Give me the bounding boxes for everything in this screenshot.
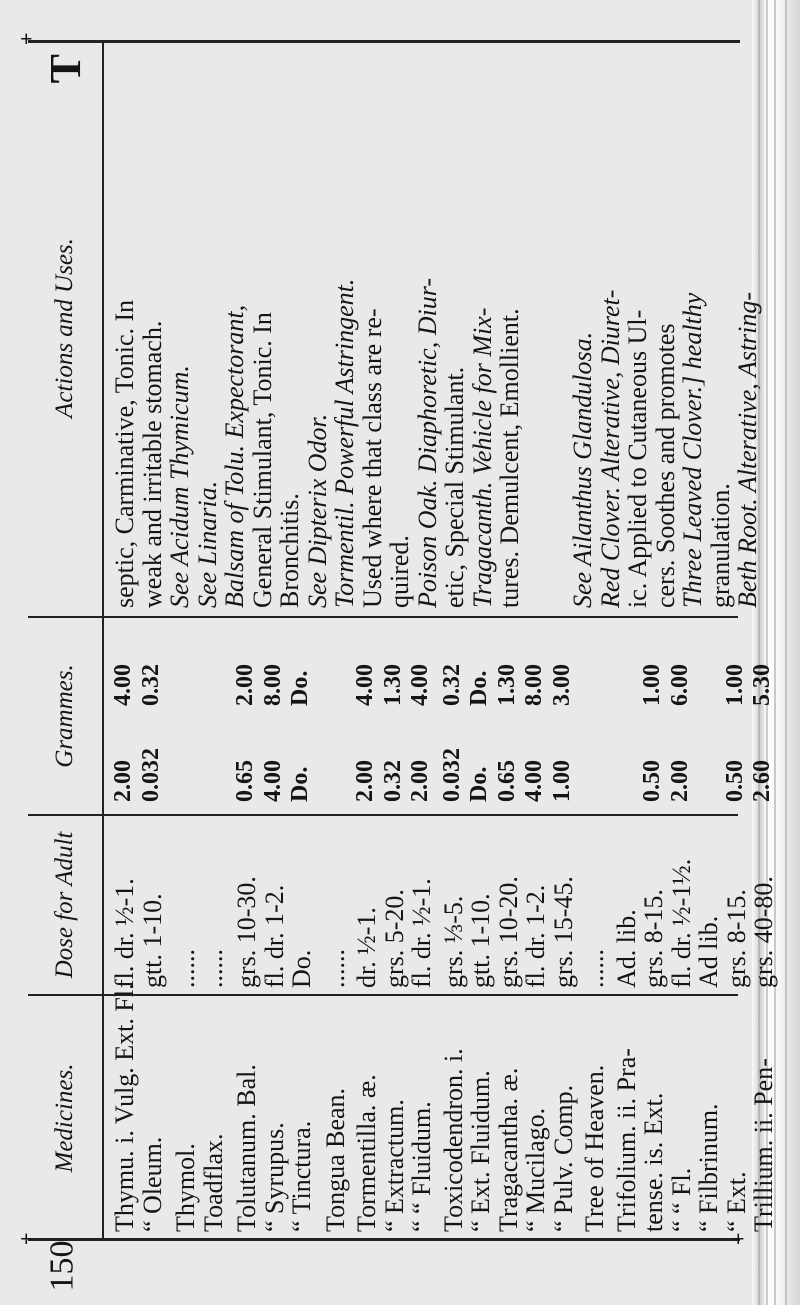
- dose-value: ......: [320, 949, 350, 988]
- action-line: septic, Carminative, Tonic. In: [110, 299, 139, 608]
- grammes-max: 1.30: [493, 664, 520, 706]
- action-line: Tormentil. Powerful Astringent.: [330, 278, 359, 608]
- grammes-max: 0.32: [137, 664, 164, 706]
- action-line: Used where that class are re-: [357, 308, 387, 608]
- grammes-max: 0.32: [438, 664, 465, 706]
- grammes-min: 0.65: [232, 760, 258, 802]
- grammes-min: 0.32: [379, 760, 406, 802]
- grammes-max: Do.: [466, 670, 492, 706]
- grammes-max: 1.00: [721, 664, 748, 706]
- action-line: weak and irritable stomach.: [137, 320, 167, 608]
- grammes-min: 2.00: [407, 760, 433, 802]
- dose-value: Do.: [287, 949, 316, 988]
- medicine-name: Trillium. ii. Pen-: [749, 1058, 778, 1232]
- medicine-name: “ Oleum.: [137, 1136, 167, 1232]
- action-line: quired.: [385, 535, 414, 608]
- dose-value: grs. 10-20.: [493, 876, 523, 988]
- medicine-name: tense. is. Ext.: [639, 1092, 668, 1232]
- dose-value: fl. dr. ½-1.: [407, 878, 436, 988]
- grammes-min: Do.: [287, 766, 313, 802]
- dose-value: grs. 10-30.: [232, 876, 261, 988]
- medicine-name: Tolutanum. Bal.: [232, 1064, 261, 1232]
- dose-value: grs. 40-80.: [749, 876, 778, 988]
- action-line: General Stimulant, Tonic. In: [247, 312, 277, 608]
- grammes-column: [104, 620, 775, 810]
- action-line: Tragacanth. Vehicle for Mix-: [467, 307, 497, 608]
- action-line: See Ailanthus Glandulosa.: [568, 331, 597, 608]
- grammes-max: 4.00: [110, 664, 136, 706]
- medicine-name: Trifolium. ii. Pra-: [611, 1048, 641, 1232]
- action-line: See Dipterix Odor.: [302, 413, 332, 608]
- grammes-min: 0.50: [639, 760, 665, 802]
- header-medicines: Medicines.: [28, 996, 104, 1240]
- header-grammes: Grammes.: [28, 618, 104, 814]
- page-number: 150: [43, 1240, 80, 1292]
- medicine-name: “ Ext. Fluidum.: [466, 1070, 495, 1232]
- dose-value: Ad. lib.: [611, 909, 641, 988]
- header-actions: Actions and Uses. T: [28, 40, 104, 616]
- action-line: Beth Root. Alterative, Astring-: [733, 291, 762, 608]
- dose-column: [104, 818, 778, 988]
- dose-value: ......: [171, 949, 200, 988]
- grammes-max: 1.00: [639, 664, 665, 706]
- medicine-name: Tongua Bean.: [320, 1087, 350, 1232]
- grammes-min: 2.00: [666, 760, 693, 802]
- medicine-name: “ Syrupus.: [259, 1122, 289, 1232]
- dose-value: grs. 8-15.: [639, 889, 668, 988]
- corner-letter: T: [40, 54, 90, 84]
- medicine-name: Thymol.: [171, 1143, 200, 1232]
- dose-value: ......: [198, 949, 228, 988]
- crop-mark-bottom-right: +: [732, 1226, 745, 1251]
- grammes-max: 2.00: [232, 664, 258, 706]
- medicine-name: “ “ Fl.: [666, 1167, 696, 1232]
- medicine-name: Thymu. i. Vulg. Ext. Fl.: [110, 983, 139, 1232]
- action-line: Three Leaved Clover.] healthy: [678, 292, 707, 608]
- action-line: tures. Demulcent, Emollient.: [495, 308, 524, 608]
- header-dose: Dose for Adult: [28, 816, 104, 994]
- medicine-name: “ Extractum.: [379, 1099, 409, 1232]
- grammes-min: Do.: [466, 766, 492, 802]
- action-line: Poison Oak. Diaphoretic, Diur-: [412, 278, 442, 608]
- medicine-name: Tormentilla. æ.: [352, 1074, 381, 1232]
- grammes-max: 8.00: [259, 664, 286, 706]
- dose-value: dr. ½-1.: [352, 907, 381, 988]
- actions-column: [104, 46, 762, 608]
- medicine-name: “ “ Fluidum.: [407, 1101, 436, 1232]
- action-line: granulation.: [705, 483, 735, 608]
- action-line: Bronchitis.: [275, 493, 304, 608]
- dose-value: Ad lib.: [694, 915, 723, 988]
- medicine-name: “ Tinctura.: [287, 1120, 316, 1232]
- dose-value: fl. dr. ½-1.: [110, 878, 139, 988]
- grammes-min: 0.032: [438, 748, 465, 802]
- dose-value: gtt. 1-10.: [466, 893, 495, 988]
- action-line: cers. Soothes and promotes: [650, 323, 680, 608]
- grammes-min: 0.032: [137, 748, 164, 802]
- medicine-name: Toxicodendron. i.: [438, 1048, 468, 1232]
- column-divider: [28, 814, 738, 816]
- medicine-name: Tree of Heaven.: [580, 1064, 609, 1232]
- dose-value: grs. 8-15.: [721, 889, 751, 988]
- grammes-min: 2.00: [110, 760, 136, 802]
- grammes-min: 4.00: [521, 760, 547, 802]
- grammes-max: Do.: [287, 670, 313, 706]
- grammes-min: 4.00: [259, 760, 286, 802]
- dose-value: gtt. 1-10.: [137, 893, 167, 988]
- medicine-name: Tragacantha. æ.: [493, 1067, 523, 1232]
- dose-value: ......: [580, 949, 609, 988]
- medicine-name: “ Filbrinum.: [694, 1103, 723, 1232]
- action-line: etic, Special Stimulant.: [440, 366, 469, 608]
- grammes-max: 1.30: [379, 664, 406, 706]
- grammes-max: 4.00: [407, 664, 433, 706]
- medicines-column: [104, 983, 778, 1232]
- grammes-max: 8.00: [521, 664, 547, 706]
- rotated-dosage-table: [28, 40, 778, 1240]
- medicine-name: “ Ext.: [721, 1171, 751, 1232]
- grammes-min: 2.00: [352, 760, 378, 802]
- crop-mark-top: +: [20, 26, 33, 51]
- grammes-min: 1.00: [548, 760, 575, 802]
- dose-value: grs. 15-45.: [548, 876, 578, 988]
- grammes-max: 3.00: [548, 664, 575, 706]
- crop-mark-bottom: +: [20, 1226, 33, 1251]
- grammes-max: 6.00: [666, 664, 693, 706]
- medicine-name: “ Pulv. Comp.: [548, 1084, 578, 1232]
- medicine-name: Toadflax.: [198, 1133, 228, 1232]
- grammes-min: 2.60: [749, 760, 775, 802]
- dose-value: grs. 5-20.: [379, 889, 409, 988]
- action-line: Red Clover. Alterative, Diuret-: [595, 289, 625, 608]
- column-divider: [28, 616, 738, 618]
- grammes-max: 5.30: [749, 664, 775, 706]
- dose-value: fl. dr. 1-2.: [259, 884, 289, 988]
- medicine-name: “ Mucilago.: [521, 1107, 550, 1232]
- dose-value: fl. dr. ½-1½.: [666, 858, 696, 988]
- grammes-max: 4.00: [352, 664, 378, 706]
- dose-value: grs. ⅓-5.: [438, 895, 468, 988]
- action-line: See Linaria.: [192, 480, 222, 608]
- action-line: Balsam of Tolu. Expectorant,: [220, 304, 249, 608]
- grammes-min: 0.50: [721, 760, 748, 802]
- grammes-min: 0.65: [493, 760, 520, 802]
- action-line: ic. Applied to Cutaneous Ul-: [623, 309, 652, 608]
- action-line: See Acidum Thymicum.: [165, 365, 194, 608]
- dose-value: fl. dr. 1-2.: [521, 884, 550, 988]
